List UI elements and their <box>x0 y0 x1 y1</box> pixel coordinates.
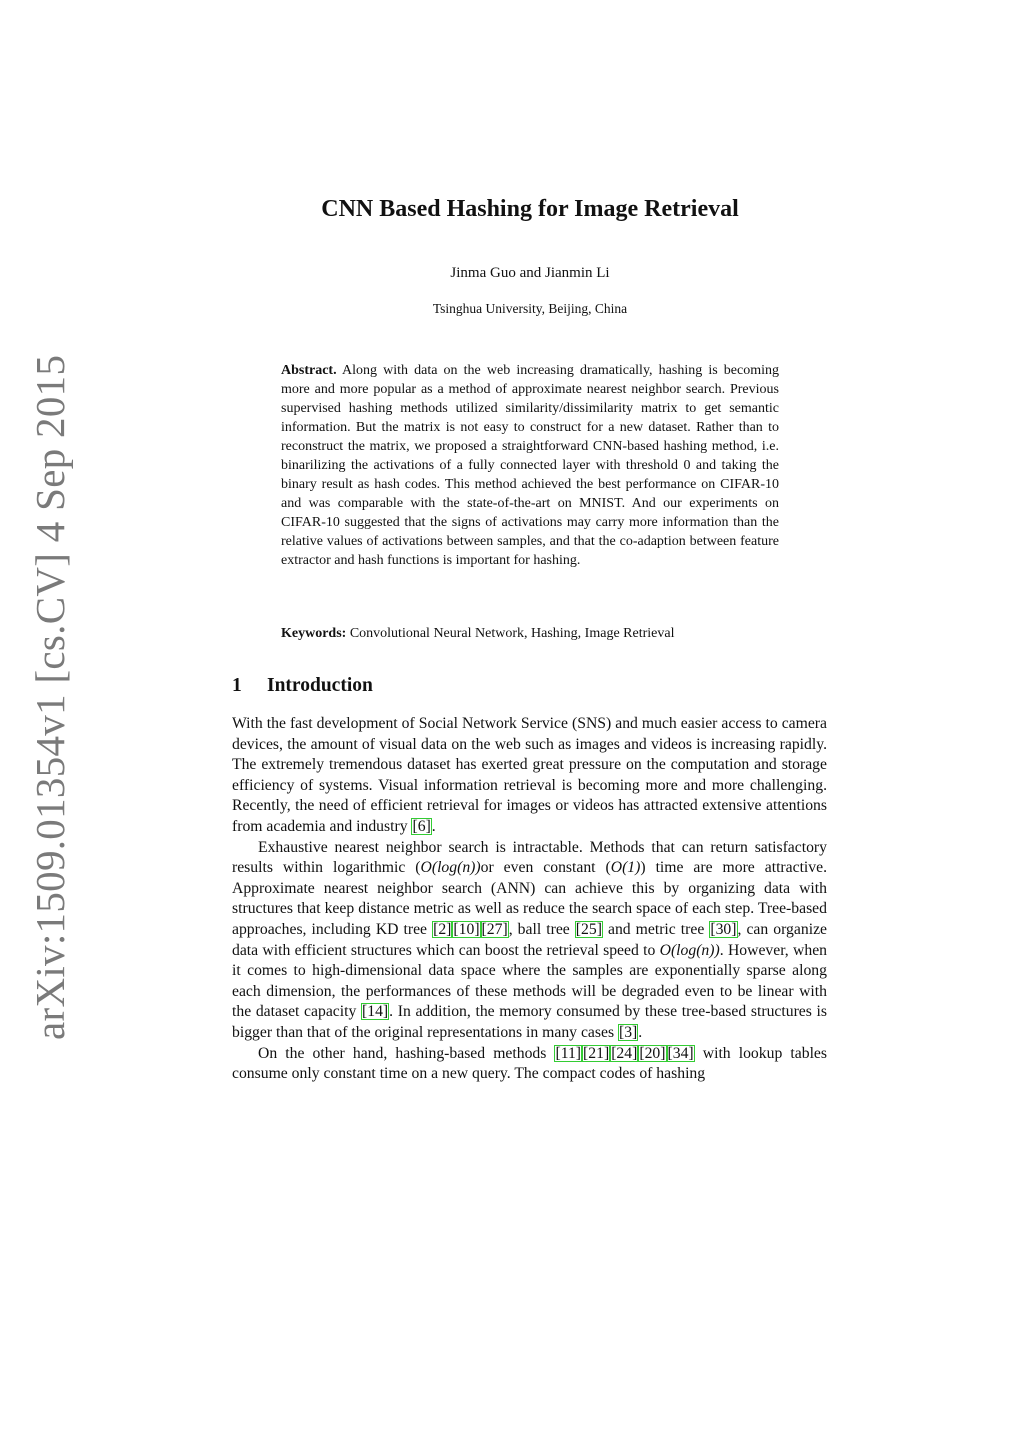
abstract-label: Abstract. <box>281 363 337 378</box>
citation-link[interactable]: [2] <box>433 920 452 938</box>
paper-affiliation: Tsinghua University, Beijing, China <box>432 301 628 316</box>
introduction-body <box>232 714 827 1085</box>
citation-link[interactable]: [6] <box>412 817 431 835</box>
citation-link[interactable]: [27] <box>481 920 508 938</box>
arxiv-identifier-stamp: arXiv:1509.01354v1 [cs.CV] 4 Sep 2015 <box>27 354 73 1040</box>
paper-title: CNN Based Hashing for Image Retrieval <box>321 196 739 222</box>
citation-link[interactable]: [24] <box>611 1044 638 1062</box>
paper-authors: Jinma Guo and Jianmin Li <box>450 265 610 281</box>
citation-link[interactable]: [34] <box>667 1044 694 1062</box>
paragraph-1: With the fast development of Social Network Service (SNS) and much easier access to camera devices, the amount of visual data on the web such as images and videos is increasing rapidly. The extremely tremendous dataset has exerted great pressure on the computation and storage efficiency of systems. Visual information retrieval is becoming more and more challenging. Recently, the need of efficient retrieval for images or videos has attracted extensive attentions from academia and industry [6]. <box>232 715 827 835</box>
abstract-text: Along with data on the web increasing dramatically, hashing is becoming more and more popular as a method of approximate nearest neighbor search. Previous supervised hashing methods utilized similarity/dissimilarity matrix to get semantic information. But the matrix is not easy to construct for a new dataset. Rather than to reconstruct the matrix, we proposed a straightforward CNN-based hashing method, i.e. binarilizing the activations of a fully connected layer with threshold 0 and taking the binary result as hash codes. This method achieved the best performance on CIFAR-10 and was comparable with the state-of-the-art on MNIST. And our experiments on CIFAR-10 suggested that the signs of activations may carry more information than the relative values of activations between samples, and that the co-adaption between feature extractor and hash functions is important for hashing. <box>281 363 779 568</box>
section-number: 1 <box>232 675 242 696</box>
citation-link[interactable]: [21] <box>583 1044 610 1062</box>
paragraph-3: On the other hand, hashing-based methods [11] [21] [24] [20] [34] with lookup tables consume only constant time on a new query. The compact codes of hashing <box>232 1044 827 1083</box>
keywords-text: Convolutional Neural Network, Hashing, Image Retrieval <box>349 626 675 641</box>
keywords-block <box>281 624 781 643</box>
citation-link[interactable]: [3] <box>618 1023 638 1041</box>
paragraph-2: Exhaustive nearest neighbor search is intractable. Methods that can return satisfactory results within logarithmic (O(log(n))or even constant (O(1)) time are more attractive. Approximate nearest neighbor search (ANN) can achieve this by organizing data with structures that keep distance metric as well as reduce the search space of each step. Tree-based approaches, including KD tree [2] [10] [27], ball tree [25] and metric tree [30], can organize data with efficient structures which can boost the retrieval speed to O(log(n)). However, when it comes to high-dimensional data space where the samples are exponentially sparse along each dimension, the performances of these methods will be degraded even to be linear with the dataset capacity [14]. In addition, the memory consumed by these tree-based structures is bigger than that of the original representations in many cases [3]. <box>232 838 828 1041</box>
citation-link[interactable]: [11] <box>555 1044 582 1062</box>
citation-link[interactable]: [30] <box>710 920 737 938</box>
math-expression: O(log(n)) <box>659 941 720 959</box>
keywords-label: Keywords: <box>281 626 347 641</box>
citation-link[interactable]: [14] <box>361 1003 389 1021</box>
paragraph-1-text: With the fast development of Social Network Service (SNS) and much easier access to camera devices, the amount of visual data on the web such as images and videos is increasing rapidly. The extremely tremendous dataset has exerted great pressure on the computation and storage efficiency of systems. Visual information retrieval is becoming more and more challenging. Recently, the need of efficient retrieval for images or videos has attracted extensive attentions from academia and industry <box>232 715 827 835</box>
citation-link[interactable]: [20] <box>639 1044 666 1062</box>
section-heading-introduction <box>232 673 832 699</box>
citation-link[interactable]: [10] <box>453 920 480 938</box>
math-expression: O(log(n)) <box>420 859 481 877</box>
abstract-block <box>281 361 779 570</box>
citation-link[interactable]: [25] <box>575 920 602 938</box>
math-expression: O(1) <box>610 859 641 877</box>
section-title: Introduction <box>267 675 373 696</box>
